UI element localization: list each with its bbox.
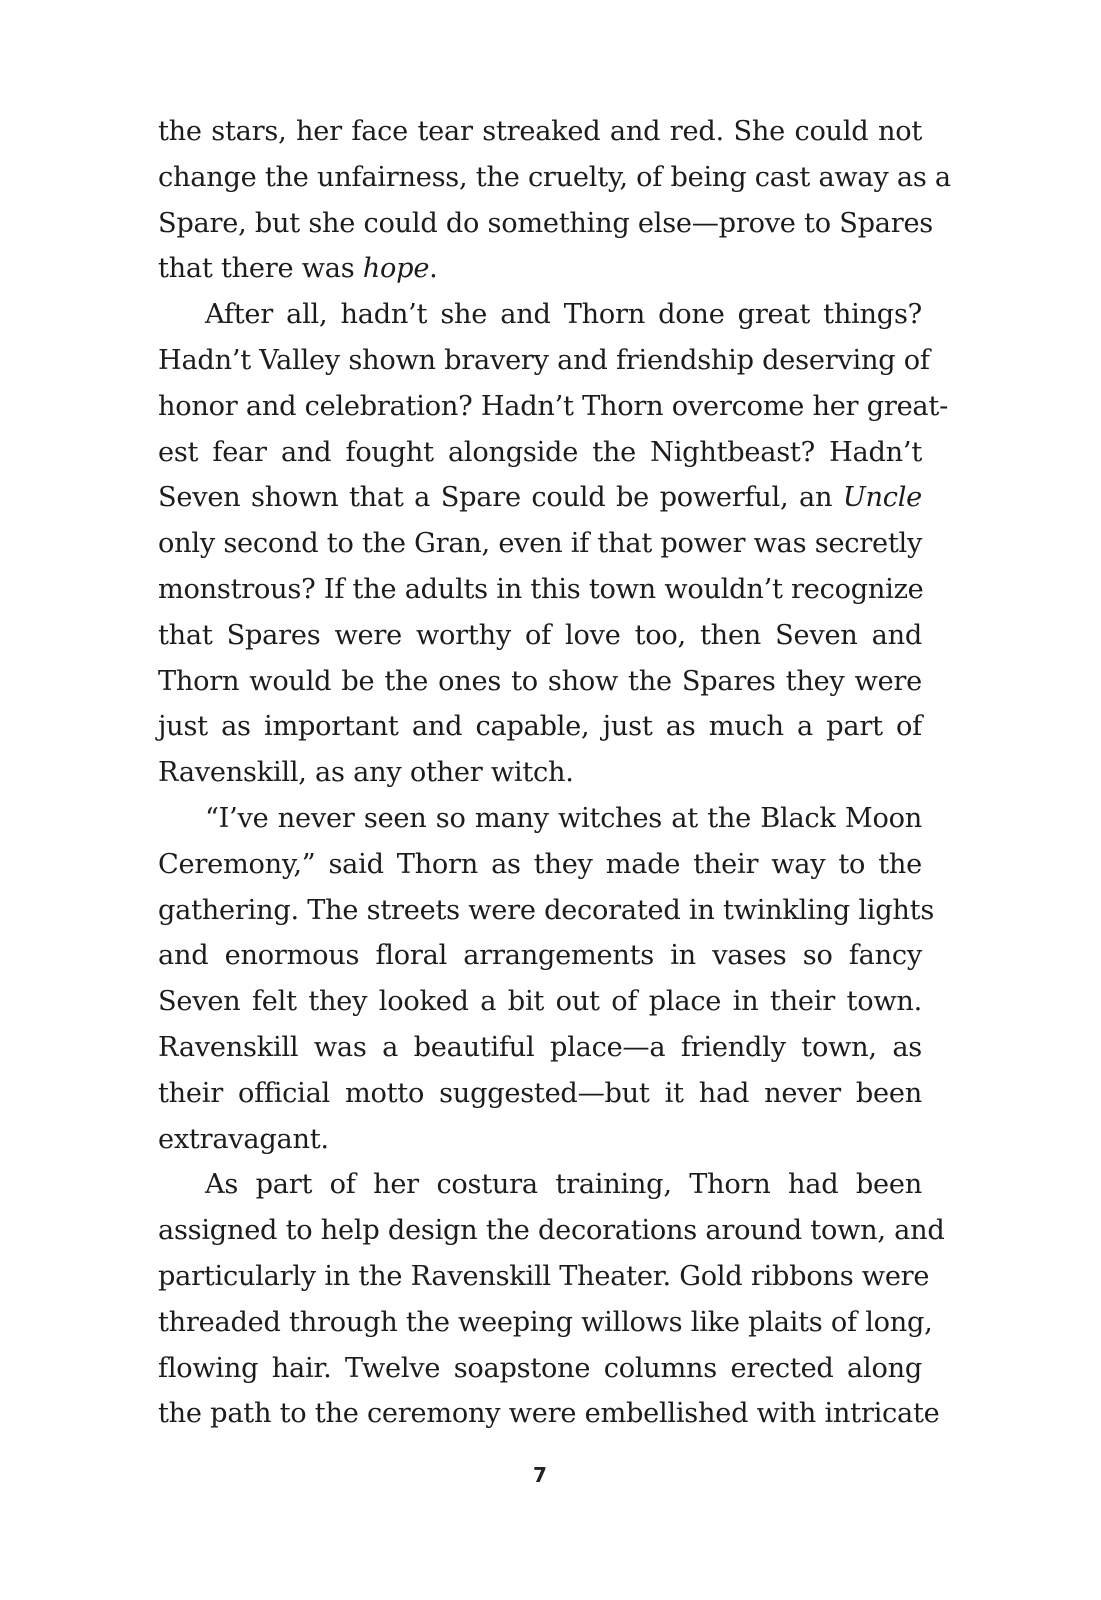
text-line: [158, 1162, 922, 1208]
text-run: the stars, her face tear streaked and red. She could not: [158, 116, 922, 147]
text-line: [158, 1300, 933, 1346]
text-run: particularly in the Ravenskill Theater. Gold ribbons were: [158, 1260, 930, 1292]
text-line: [158, 842, 922, 888]
text-run: As part of her costura training, Thorn had been: [205, 1169, 922, 1201]
text-run: that there was: [158, 253, 363, 285]
text-run: and enormous floral arrangements in vases so fancy: [158, 940, 922, 972]
text-run: Thorn would be the ones to show the Spares they were: [158, 665, 922, 697]
text-run: Ravenskill was a beautiful place—a friendly town, as: [158, 1031, 922, 1063]
italic-text: Uncle: [842, 482, 922, 514]
text-run: est fear and fought alongside the Nightbeast? Hadn’t: [158, 436, 922, 468]
text-run: threaded through the weeping willows like plaits of long,: [158, 1306, 933, 1338]
text-run: change the unfairness, the cruelty, of being cast away as a: [158, 161, 951, 193]
text-run: gathering. The streets were decorated in twinkling lights: [158, 894, 935, 926]
text-line: [158, 796, 922, 842]
text-line: [158, 1071, 922, 1117]
text-line: [158, 246, 922, 292]
text-run: “I’ve never seen so many witches at the Black Moon: [205, 802, 922, 834]
text-run: .: [429, 253, 438, 285]
text-line: [158, 750, 922, 796]
text-line: [158, 888, 935, 934]
text-line: [158, 384, 949, 430]
text-run: After all, hadn’t she and Thorn done great things?: [205, 299, 922, 331]
text-line: [158, 613, 922, 659]
text-run: Ravenskill, as any other witch.: [158, 757, 574, 789]
text-line: [158, 475, 922, 521]
text-line: [158, 155, 951, 201]
italic-text: hope: [362, 253, 430, 285]
text-run: just as important and capable, just as much a part of: [158, 711, 922, 743]
text-line: [158, 979, 922, 1025]
page-number: 7: [533, 1463, 547, 1487]
text-run: extravagant.: [158, 1123, 329, 1155]
text-run: Ceremony,” said Thorn as they made their way to the: [158, 848, 922, 880]
text-line: [158, 338, 930, 384]
text-line: [158, 1208, 945, 1254]
text-line: [158, 430, 922, 476]
text-line: [158, 1117, 922, 1163]
text-line: [158, 1254, 930, 1300]
text-line: [158, 567, 922, 613]
text-run: honor and celebration? Hadn’t Thorn overcome her great-: [158, 390, 949, 422]
text-line: [158, 292, 922, 338]
text-run: monstrous? If the adults in this town wouldn’t recognize: [158, 573, 924, 605]
text-run: Seven felt they looked a bit out of place in their town.: [158, 986, 922, 1018]
text-run: Spare, but she could do something else—prove to Spares: [158, 207, 934, 239]
text-line: [158, 201, 934, 247]
text-run: flowing hair. Twelve soapstone columns erected along: [158, 1352, 922, 1384]
text-line: [158, 704, 922, 750]
text-run: only second to the Gran, even if that power was secretly: [158, 528, 923, 560]
text-run: the path to the ceremony were embellished with intricate: [158, 1398, 940, 1430]
text-line: [158, 1346, 922, 1392]
text-line: [158, 1391, 940, 1437]
text-run: their official motto suggested—but it had never been: [158, 1077, 922, 1109]
text-run: that Spares were worthy of love too, then Seven and: [158, 619, 922, 651]
text-line: [158, 1025, 922, 1071]
text-line: [158, 521, 922, 567]
text-line: [158, 659, 922, 705]
text-line: [158, 109, 922, 155]
text-run: Seven shown that a Spare could be powerful, an: [158, 482, 843, 514]
text-run: Hadn’t Valley shown bravery and friendship deserving of: [158, 344, 930, 376]
body-text: [158, 109, 951, 1437]
text-run: assigned to help design the decorations around town, and: [158, 1215, 945, 1247]
text-line: [158, 933, 922, 979]
